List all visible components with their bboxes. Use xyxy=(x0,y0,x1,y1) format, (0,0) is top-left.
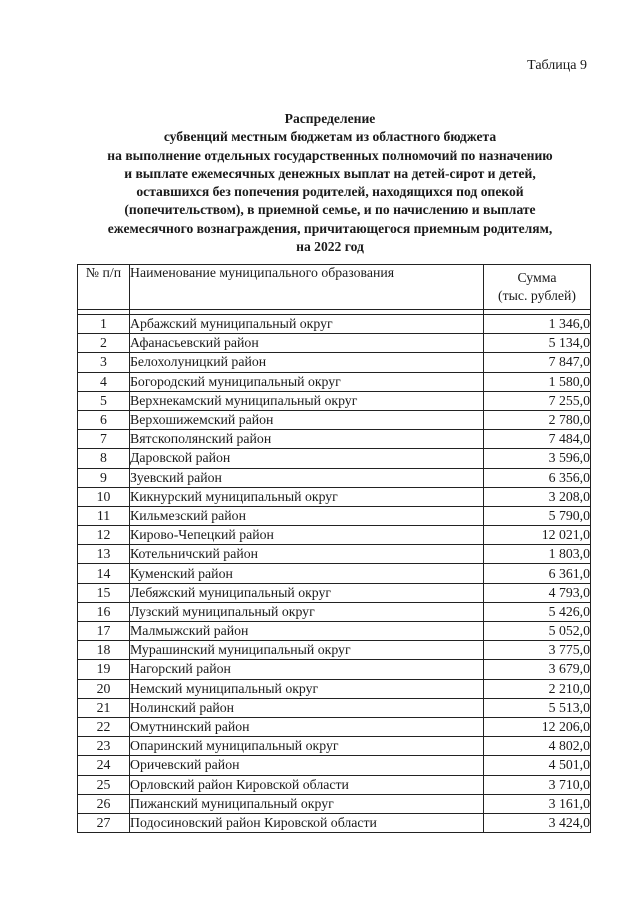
title-line: оставшихся без попечения родителей, находящихся под опекой xyxy=(136,184,524,200)
sum-cell: 1 803,0 xyxy=(484,545,591,564)
row-number-cell: 17 xyxy=(78,622,130,641)
table-row xyxy=(78,775,591,794)
header-number: № п/п xyxy=(78,265,130,310)
table-row xyxy=(78,756,591,775)
sum-cell: 7 255,0 xyxy=(484,391,591,410)
sum-cell: 2 210,0 xyxy=(484,679,591,698)
municipality-name-cell: Подосиновский район Кировской области xyxy=(130,813,484,832)
municipality-name-cell: Зуевский район xyxy=(130,468,484,487)
sum-cell: 1 346,0 xyxy=(484,315,591,334)
municipality-name-cell: Опаринский муниципальный округ xyxy=(130,737,484,756)
municipality-name-cell: Арбажский муниципальный округ xyxy=(130,315,484,334)
table-row xyxy=(78,679,591,698)
table-row xyxy=(78,641,591,660)
row-number-cell: 22 xyxy=(78,717,130,736)
table-row xyxy=(78,794,591,813)
table-row xyxy=(78,468,591,487)
sum-cell: 6 361,0 xyxy=(484,564,591,583)
row-number-cell: 2 xyxy=(78,334,130,353)
row-number-cell: 5 xyxy=(78,391,130,410)
table-row xyxy=(78,506,591,525)
row-number-cell: 21 xyxy=(78,698,130,717)
municipality-name-cell: Котельничский район xyxy=(130,545,484,564)
row-number-cell: 12 xyxy=(78,526,130,545)
sum-cell: 6 356,0 xyxy=(484,468,591,487)
sum-cell: 5 426,0 xyxy=(484,602,591,621)
row-number-cell: 6 xyxy=(78,410,130,429)
header-sum-line1: Сумма xyxy=(517,270,557,285)
sum-cell: 4 802,0 xyxy=(484,737,591,756)
municipality-name-cell: Верхошижемский район xyxy=(130,410,484,429)
row-number-cell: 27 xyxy=(78,813,130,832)
title-line: ежемесячного вознаграждения, причитающегося приемным родителям, xyxy=(107,220,553,236)
municipality-name-cell: Афанасьевский район xyxy=(130,334,484,353)
municipality-name-cell: Оричевский район xyxy=(130,756,484,775)
sum-cell: 3 679,0 xyxy=(484,660,591,679)
municipality-name-cell: Мурашинский муниципальный округ xyxy=(130,641,484,660)
distribution-table xyxy=(77,264,591,833)
municipality-name-cell: Вятскополянский район xyxy=(130,430,484,449)
table-row xyxy=(78,564,591,583)
row-number-cell: 13 xyxy=(78,545,130,564)
title-line: Распределение xyxy=(284,111,376,126)
municipality-name-cell: Кикнурский муниципальный округ xyxy=(130,487,484,506)
sum-cell: 3 208,0 xyxy=(484,487,591,506)
table-number-label: Таблица 9 xyxy=(527,58,587,73)
table-row xyxy=(78,487,591,506)
sum-cell: 5 513,0 xyxy=(484,698,591,717)
table-header-row xyxy=(78,265,591,310)
row-number-cell: 14 xyxy=(78,564,130,583)
municipality-name-cell: Немский муниципальный округ xyxy=(130,679,484,698)
table-row xyxy=(78,717,591,736)
sum-cell: 4 501,0 xyxy=(484,756,591,775)
table-row xyxy=(78,526,591,545)
table-row xyxy=(78,583,591,602)
row-number-cell: 9 xyxy=(78,468,130,487)
municipality-name-cell: Верхнекамский муниципальный округ xyxy=(130,391,484,410)
row-number-cell: 4 xyxy=(78,372,130,391)
row-number-cell: 20 xyxy=(78,679,130,698)
municipality-name-cell: Лузский муниципальный округ xyxy=(130,602,484,621)
sum-cell: 4 793,0 xyxy=(484,583,591,602)
row-number-cell: 18 xyxy=(78,641,130,660)
sum-cell: 3 161,0 xyxy=(484,794,591,813)
municipality-name-cell: Даровской район xyxy=(130,449,484,468)
sum-cell: 7 847,0 xyxy=(484,353,591,372)
municipality-name-cell: Пижанский муниципальный округ xyxy=(130,794,484,813)
row-number-cell: 25 xyxy=(78,775,130,794)
row-number-cell: 1 xyxy=(78,315,130,334)
table-row xyxy=(78,622,591,641)
municipality-name-cell: Кирово-Чепецкий район xyxy=(130,526,484,545)
municipality-name-cell: Орловский район Кировской области xyxy=(130,775,484,794)
row-number-cell: 7 xyxy=(78,430,130,449)
municipality-name-cell: Белохолуницкий район xyxy=(130,353,484,372)
row-number-cell: 23 xyxy=(78,737,130,756)
table-row xyxy=(78,813,591,832)
sum-cell: 12 206,0 xyxy=(484,717,591,736)
table-row xyxy=(78,353,591,372)
header-sum xyxy=(484,265,591,310)
title-line: и выплате ежемесячных денежных выплат на детей-сирот и детей, xyxy=(124,165,536,181)
document-title xyxy=(60,110,600,256)
title-line: на выполнение отдельных государственных полномочий по назначению xyxy=(107,147,553,163)
row-number-cell: 10 xyxy=(78,487,130,506)
table-row xyxy=(78,545,591,564)
municipality-name-cell: Кильмезский район xyxy=(130,506,484,525)
row-number-cell: 15 xyxy=(78,583,130,602)
municipality-name-cell: Омутнинский район xyxy=(130,717,484,736)
table-row xyxy=(78,391,591,410)
table-row xyxy=(78,410,591,429)
table-row xyxy=(78,372,591,391)
sum-cell: 12 021,0 xyxy=(484,526,591,545)
row-number-cell: 26 xyxy=(78,794,130,813)
table-row xyxy=(78,430,591,449)
table-row xyxy=(78,334,591,353)
sum-cell: 5 052,0 xyxy=(484,622,591,641)
sum-cell: 2 780,0 xyxy=(484,410,591,429)
table-row xyxy=(78,449,591,468)
header-sum-line2: (тыс. рублей) xyxy=(497,288,576,303)
table-body xyxy=(78,310,591,833)
title-line: субвенций местным бюджетам из областного бюджета xyxy=(163,129,497,145)
municipality-name-cell: Нагорский район xyxy=(130,660,484,679)
municipality-name-cell: Куменский район xyxy=(130,564,484,583)
table-row xyxy=(78,660,591,679)
table-row xyxy=(78,737,591,756)
title-line: на 2022 год xyxy=(296,239,364,255)
row-number-cell: 16 xyxy=(78,602,130,621)
table-row xyxy=(78,315,591,334)
municipality-name-cell: Малмыжский район xyxy=(130,622,484,641)
sum-cell: 3 424,0 xyxy=(484,813,591,832)
title-line: (попечительством), в приемной семье, и по начислению и выплате xyxy=(124,202,536,218)
table-row xyxy=(78,602,591,621)
sum-cell: 3 710,0 xyxy=(484,775,591,794)
table-row xyxy=(78,698,591,717)
row-number-cell: 19 xyxy=(78,660,130,679)
sum-cell: 7 484,0 xyxy=(484,430,591,449)
row-number-cell: 24 xyxy=(78,756,130,775)
sum-cell: 3 775,0 xyxy=(484,641,591,660)
header-municipality: Наименование муниципального образования xyxy=(130,265,484,310)
row-number-cell: 11 xyxy=(78,506,130,525)
row-number-cell: 3 xyxy=(78,353,130,372)
municipality-name-cell: Богородский муниципальный округ xyxy=(130,372,484,391)
municipality-name-cell: Нолинский район xyxy=(130,698,484,717)
sum-cell: 3 596,0 xyxy=(484,449,591,468)
municipality-name-cell: Лебяжский муниципальный округ xyxy=(130,583,484,602)
sum-cell: 5 790,0 xyxy=(484,506,591,525)
sum-cell: 5 134,0 xyxy=(484,334,591,353)
sum-cell: 1 580,0 xyxy=(484,372,591,391)
row-number-cell: 8 xyxy=(78,449,130,468)
